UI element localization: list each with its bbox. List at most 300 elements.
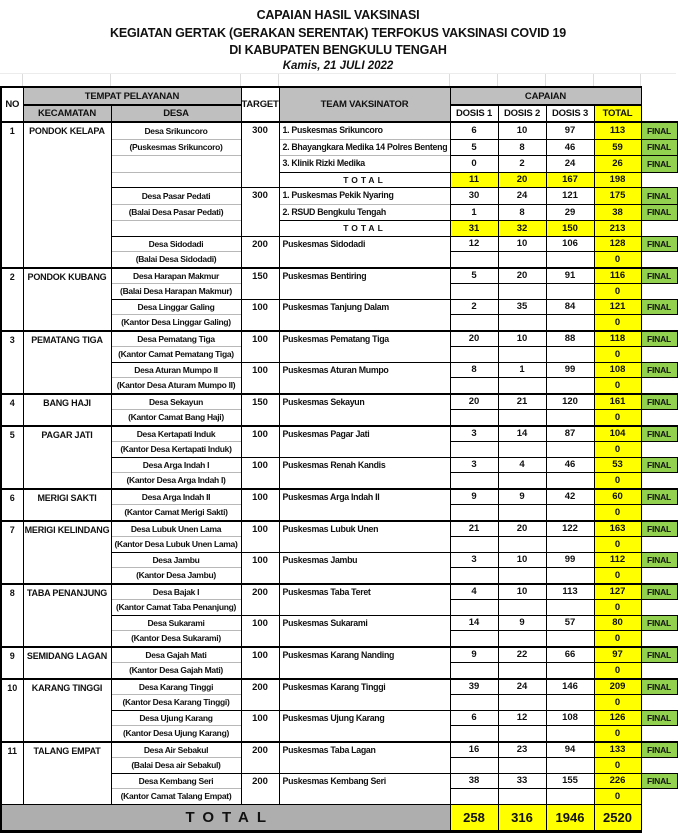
- dosis1-cell: 11: [450, 172, 498, 188]
- target-cell: 200: [241, 584, 279, 616]
- dosis2-cell: 10: [498, 331, 546, 347]
- dosis3-cell: [546, 410, 594, 426]
- dosis2-cell: [498, 600, 546, 616]
- desa-name-cell: Desa Sukarami: [111, 615, 241, 631]
- dosis3-cell: [546, 284, 594, 300]
- team-name-cell: Puskesmas Jambu: [279, 552, 450, 584]
- grand-total-dosis3: 1946: [546, 804, 594, 831]
- row-total-cell: 112: [594, 552, 641, 568]
- kecamatan-cell: MERIGI SAKTI: [23, 489, 111, 521]
- team-name-cell: Puskesmas Tanjung Dalam: [279, 299, 450, 331]
- dosis3-cell: [546, 600, 594, 616]
- desa-location-cell: (Kantor Camat Taba Penanjung): [111, 600, 241, 616]
- header-tempat-pelayanan: TEMPAT PELAYANAN: [23, 87, 241, 105]
- kecamatan-cell: PEMATANG TIGA: [23, 331, 111, 394]
- desa-name-cell: Desa Arga Indah I: [111, 457, 241, 473]
- team-name-cell: Puskesmas Ujung Karang: [279, 710, 450, 742]
- final-badge: FINAL: [641, 122, 677, 139]
- desa-location-cell: (Balai Desa Harapan Makmur): [111, 284, 241, 300]
- dosis1-cell: 4: [450, 584, 498, 600]
- desa-name-cell: Desa Ujung Karang: [111, 710, 241, 726]
- row-total-cell: 0: [594, 631, 641, 647]
- final-empty-cell: [641, 663, 677, 679]
- dosis1-cell: 3: [450, 457, 498, 473]
- dosis2-cell: 10: [498, 236, 546, 252]
- dosis1-cell: [450, 505, 498, 521]
- dosis3-cell: [546, 252, 594, 268]
- grand-total-label: TOTAL: [1, 804, 450, 831]
- target-cell: 200: [241, 236, 279, 268]
- row-total-cell: 104: [594, 426, 641, 442]
- dosis3-cell: [546, 695, 594, 711]
- dosis3-cell: 57: [546, 615, 594, 631]
- dosis3-cell: [546, 378, 594, 394]
- dosis2-cell: 20: [498, 521, 546, 537]
- desa-name-cell: Desa Kembang Seri: [111, 773, 241, 789]
- desa-name-cell: Desa Harapan Makmur: [111, 268, 241, 284]
- subtotal-label-cell: TOTAL: [279, 172, 450, 188]
- final-empty-cell: [641, 600, 677, 616]
- row-total-cell: 0: [594, 284, 641, 300]
- row-total-cell: 0: [594, 695, 641, 711]
- final-empty-cell: [641, 378, 677, 394]
- final-empty-cell: [641, 631, 677, 647]
- dosis2-cell: 23: [498, 742, 546, 758]
- row-total-cell: 209: [594, 679, 641, 695]
- desa-name-cell: Desa Pematang Tiga: [111, 331, 241, 347]
- table-header: [1, 87, 677, 122]
- final-empty-cell: [641, 410, 677, 426]
- dosis1-cell: [450, 758, 498, 774]
- row-total-cell: 0: [594, 600, 641, 616]
- target-cell: 100: [241, 521, 279, 553]
- dosis1-cell: 30: [450, 188, 498, 205]
- header-target: TARGET: [241, 87, 279, 122]
- dosis3-cell: 108: [546, 710, 594, 726]
- final-badge: FINAL: [641, 647, 677, 663]
- row-total-cell: 121: [594, 299, 641, 315]
- desa-name-cell: Desa Air Sebakul: [111, 742, 241, 758]
- final-empty-cell: [641, 315, 677, 331]
- final-badge: FINAL: [641, 362, 677, 378]
- row-number-cell: 9: [1, 647, 23, 679]
- row-total-cell: 108: [594, 362, 641, 378]
- target-cell: 100: [241, 426, 279, 458]
- dosis1-cell: 0: [450, 156, 498, 173]
- dosis1-cell: [450, 568, 498, 584]
- target-cell: 100: [241, 362, 279, 394]
- dosis2-cell: 20: [498, 268, 546, 284]
- final-badge: FINAL: [641, 679, 677, 695]
- final-badge: FINAL: [641, 268, 677, 284]
- team-name-cell: Puskesmas Arga Indah II: [279, 489, 450, 521]
- target-cell: 100: [241, 647, 279, 679]
- dosis3-cell: 94: [546, 742, 594, 758]
- dosis2-cell: [498, 315, 546, 331]
- grand-total-overall: 2520: [594, 804, 641, 831]
- dosis3-cell: 87: [546, 426, 594, 442]
- target-cell: 100: [241, 552, 279, 584]
- dosis1-cell: 39: [450, 679, 498, 695]
- dosis2-cell: 10: [498, 552, 546, 568]
- report-title: CAPAIAN HASIL VAKSINASI: [256, 8, 420, 22]
- row-total-cell: 0: [594, 378, 641, 394]
- grand-total-dosis1: 258: [450, 804, 498, 831]
- target-cell: 100: [241, 489, 279, 521]
- row-number-cell: 7: [1, 521, 23, 584]
- dosis1-cell: [450, 252, 498, 268]
- row-total-cell: 198: [594, 172, 641, 188]
- desa-name-cell: Desa Karang Tinggi: [111, 679, 241, 695]
- kecamatan-cell: SEMIDANG LAGAN: [23, 647, 111, 679]
- grand-total-final-spacer: [641, 804, 677, 831]
- dosis3-cell: 121: [546, 188, 594, 205]
- dosis3-cell: 122: [546, 521, 594, 537]
- team-name-cell: Puskesmas Taba Teret: [279, 584, 450, 616]
- row-total-cell: 59: [594, 139, 641, 156]
- final-badge: FINAL: [641, 394, 677, 410]
- target-cell: 100: [241, 457, 279, 489]
- desa-location-cell: (Kantor Camat Pematang Tiga): [111, 347, 241, 363]
- desa-name-cell: Desa Arga Indah II: [111, 489, 241, 505]
- dosis2-cell: [498, 789, 546, 805]
- dosis1-cell: 6: [450, 122, 498, 139]
- final-badge: FINAL: [641, 742, 677, 758]
- table-row: [1, 426, 677, 442]
- header-team-vaksinator: TEAM VAKSINATOR: [279, 87, 450, 122]
- dosis2-cell: 24: [498, 188, 546, 205]
- team-name-cell: 3. Klinik Rizki Medika: [279, 156, 450, 173]
- dosis3-cell: 155: [546, 773, 594, 789]
- final-empty-cell: [641, 221, 677, 237]
- row-total-cell: 163: [594, 521, 641, 537]
- final-badge: FINAL: [641, 521, 677, 537]
- dosis1-cell: [450, 473, 498, 489]
- dosis2-cell: 24: [498, 679, 546, 695]
- row-total-cell: 0: [594, 568, 641, 584]
- dosis2-cell: 33: [498, 773, 546, 789]
- row-total-cell: 133: [594, 742, 641, 758]
- dosis1-cell: 6: [450, 710, 498, 726]
- row-total-cell: 0: [594, 537, 641, 553]
- dosis2-cell: [498, 378, 546, 394]
- row-number-cell: 3: [1, 331, 23, 394]
- row-total-cell: 26: [594, 156, 641, 173]
- desa-name-cell: Desa Linggar Galing: [111, 299, 241, 315]
- desa-location-cell: (Balai Desa Pasar Pedati): [111, 204, 241, 221]
- report-header: [0, 0, 676, 74]
- desa-location-cell: (Kantor Desa Ujung Karang): [111, 726, 241, 742]
- target-cell: 150: [241, 268, 279, 300]
- grand-total-dosis2: 316: [498, 804, 546, 831]
- desa-name-cell: Desa Gajah Mati: [111, 647, 241, 663]
- dosis3-cell: 88: [546, 331, 594, 347]
- desa-location-cell: (Kantor Desa Gajah Mati): [111, 663, 241, 679]
- dosis2-cell: 10: [498, 122, 546, 139]
- final-empty-cell: [641, 252, 677, 268]
- team-name-cell: Puskesmas Bentiring: [279, 268, 450, 300]
- desa-location-cell: (Kantor Camat Talang Empat): [111, 789, 241, 805]
- row-total-cell: 53: [594, 457, 641, 473]
- dosis1-cell: 16: [450, 742, 498, 758]
- final-badge: FINAL: [641, 552, 677, 568]
- target-cell: 100: [241, 710, 279, 742]
- final-empty-cell: [641, 442, 677, 458]
- final-empty-cell: [641, 726, 677, 742]
- row-total-cell: 80: [594, 615, 641, 631]
- target-cell: 150: [241, 394, 279, 426]
- dosis1-cell: [450, 631, 498, 647]
- desa-location-cell: (Kantor Desa Aturam Mumpo II): [111, 378, 241, 394]
- row-total-cell: 0: [594, 473, 641, 489]
- target-cell: 200: [241, 773, 279, 804]
- dosis2-cell: 9: [498, 489, 546, 505]
- team-name-cell: Puskesmas Sekayun: [279, 394, 450, 426]
- dosis1-cell: [450, 442, 498, 458]
- row-total-cell: 128: [594, 236, 641, 252]
- final-badge: FINAL: [641, 188, 677, 205]
- desa-name-cell: Desa Kertapati Induk: [111, 426, 241, 442]
- dosis1-cell: 12: [450, 236, 498, 252]
- dosis1-cell: 5: [450, 139, 498, 156]
- dosis3-cell: 150: [546, 221, 594, 237]
- row-total-cell: 0: [594, 410, 641, 426]
- kecamatan-cell: PONDOK KUBANG: [23, 268, 111, 331]
- dosis1-cell: [450, 726, 498, 742]
- final-empty-cell: [641, 789, 677, 805]
- dosis3-cell: 46: [546, 139, 594, 156]
- desa-location-cell: (Kantor Desa Kertapati Induk): [111, 442, 241, 458]
- row-total-cell: 175: [594, 188, 641, 205]
- row-number-cell: 4: [1, 394, 23, 426]
- team-name-cell: Puskesmas Sidodadi: [279, 236, 450, 268]
- dosis1-cell: [450, 789, 498, 805]
- dosis2-cell: 21: [498, 394, 546, 410]
- desa-location-cell: (Puskesmas Srikuncoro): [111, 139, 241, 156]
- kecamatan-cell: PAGAR JATI: [23, 426, 111, 489]
- dosis1-cell: 9: [450, 647, 498, 663]
- dosis2-cell: [498, 568, 546, 584]
- dosis3-cell: [546, 442, 594, 458]
- report-region: DI KABUPATEN BENGKULU TENGAH: [229, 43, 447, 57]
- dosis1-cell: [450, 600, 498, 616]
- target-cell: 100: [241, 615, 279, 647]
- table-row: [1, 268, 677, 284]
- dosis3-cell: 46: [546, 457, 594, 473]
- table-body: [1, 122, 677, 804]
- team-name-cell: Puskesmas Sukarami: [279, 615, 450, 647]
- vaccination-results-table: [0, 86, 678, 833]
- dosis2-cell: 20: [498, 172, 546, 188]
- dosis1-cell: 3: [450, 426, 498, 442]
- team-name-cell: Puskesmas Kembang Seri: [279, 773, 450, 804]
- dosis3-cell: [546, 758, 594, 774]
- desa-name-cell: Desa Jambu: [111, 552, 241, 568]
- desa-location-cell: (Kantor Camat Merigi Sakti): [111, 505, 241, 521]
- final-badge: FINAL: [641, 710, 677, 726]
- desa-name-cell: Desa Bajak I: [111, 584, 241, 600]
- dosis2-cell: 10: [498, 584, 546, 600]
- dosis1-cell: 8: [450, 362, 498, 378]
- row-total-cell: 0: [594, 758, 641, 774]
- row-total-cell: 116: [594, 268, 641, 284]
- dosis2-cell: [498, 347, 546, 363]
- row-total-cell: 0: [594, 347, 641, 363]
- dosis1-cell: [450, 315, 498, 331]
- table-row: [1, 122, 677, 139]
- dosis2-cell: [498, 663, 546, 679]
- row-number-cell: 1: [1, 122, 23, 268]
- row-total-cell: 226: [594, 773, 641, 789]
- dosis3-cell: 113: [546, 584, 594, 600]
- dosis3-cell: [546, 347, 594, 363]
- final-badge: FINAL: [641, 156, 677, 173]
- table-row: [1, 647, 677, 663]
- team-name-cell: 1. Puskesmas Pekik Nyaring: [279, 188, 450, 205]
- header-dosis-2: DOSIS 2: [498, 105, 546, 122]
- subtotal-label-cell: TOTAL: [279, 221, 450, 237]
- row-number-cell: 2: [1, 268, 23, 331]
- header-capaian: CAPAIAN: [450, 87, 641, 105]
- row-total-cell: 0: [594, 315, 641, 331]
- team-name-cell: 1. Puskesmas Srikuncoro: [279, 122, 450, 139]
- dosis1-cell: 5: [450, 268, 498, 284]
- header-desa: DESA: [111, 105, 241, 122]
- final-badge: FINAL: [641, 489, 677, 505]
- dosis3-cell: 146: [546, 679, 594, 695]
- dosis1-cell: [450, 284, 498, 300]
- row-total-cell: 0: [594, 442, 641, 458]
- team-name-cell: Puskesmas Taba Lagan: [279, 742, 450, 774]
- dosis2-cell: 8: [498, 139, 546, 156]
- row-total-cell: 127: [594, 584, 641, 600]
- final-badge: FINAL: [641, 584, 677, 600]
- dosis2-cell: [498, 252, 546, 268]
- desa-name-cell: Desa Aturan Mumpo II: [111, 362, 241, 378]
- row-total-cell: 97: [594, 647, 641, 663]
- dosis3-cell: [546, 789, 594, 805]
- dosis1-cell: [450, 410, 498, 426]
- target-cell: 200: [241, 679, 279, 711]
- desa-name-cell: Desa Sidodadi: [111, 236, 241, 252]
- dosis3-cell: 99: [546, 552, 594, 568]
- dosis2-cell: 4: [498, 457, 546, 473]
- desa-location-cell: (Kantor Desa Arga Indah I): [111, 473, 241, 489]
- final-badge: FINAL: [641, 426, 677, 442]
- dosis1-cell: 38: [450, 773, 498, 789]
- row-total-cell: 0: [594, 789, 641, 805]
- dosis1-cell: [450, 663, 498, 679]
- final-badge: FINAL: [641, 236, 677, 252]
- table-row: [1, 679, 677, 695]
- dosis2-cell: [498, 410, 546, 426]
- dosis3-cell: [546, 537, 594, 553]
- dosis2-cell: [498, 442, 546, 458]
- target-cell: 300: [241, 122, 279, 188]
- header-dosis-1: DOSIS 1: [450, 105, 498, 122]
- header-dosis-3: DOSIS 3: [546, 105, 594, 122]
- desa-name-cell: Desa Lubuk Unen Lama: [111, 521, 241, 537]
- table-row: [1, 394, 677, 410]
- final-empty-cell: [641, 284, 677, 300]
- dosis3-cell: 29: [546, 204, 594, 221]
- desa-location-cell: (Kantor Desa Lubuk Unen Lama): [111, 537, 241, 553]
- final-badge: FINAL: [641, 299, 677, 315]
- team-name-cell: Puskesmas Karang Tinggi: [279, 679, 450, 711]
- dosis2-cell: 14: [498, 426, 546, 442]
- dosis1-cell: [450, 347, 498, 363]
- dosis3-cell: [546, 568, 594, 584]
- dosis3-cell: [546, 663, 594, 679]
- dosis3-cell: 99: [546, 362, 594, 378]
- header-final-spacer: [641, 87, 677, 122]
- desa-empty-cell: [111, 156, 241, 173]
- dosis3-cell: 106: [546, 236, 594, 252]
- target-cell: 200: [241, 742, 279, 774]
- row-total-cell: 60: [594, 489, 641, 505]
- desa-location-cell: (Kantor Camat Bang Haji): [111, 410, 241, 426]
- dosis3-cell: 91: [546, 268, 594, 284]
- row-total-cell: 213: [594, 221, 641, 237]
- spreadsheet-gridline-strip: [0, 74, 676, 86]
- dosis2-cell: [498, 695, 546, 711]
- desa-empty-cell: [111, 172, 241, 188]
- dosis2-cell: [498, 284, 546, 300]
- header-no: NO: [1, 87, 23, 122]
- team-name-cell: Puskesmas Lubuk Unen: [279, 521, 450, 553]
- final-badge: FINAL: [641, 331, 677, 347]
- table-row: [1, 742, 677, 758]
- dosis2-cell: [498, 537, 546, 553]
- dosis1-cell: 1: [450, 204, 498, 221]
- dosis3-cell: [546, 315, 594, 331]
- row-number-cell: 6: [1, 489, 23, 521]
- dosis1-cell: 9: [450, 489, 498, 505]
- row-number-cell: 5: [1, 426, 23, 489]
- final-badge: FINAL: [641, 139, 677, 156]
- team-name-cell: Puskesmas Pagar Jati: [279, 426, 450, 458]
- dosis3-cell: [546, 726, 594, 742]
- row-total-cell: 0: [594, 505, 641, 521]
- dosis2-cell: [498, 473, 546, 489]
- final-empty-cell: [641, 473, 677, 489]
- final-badge: FINAL: [641, 457, 677, 473]
- row-total-cell: 0: [594, 726, 641, 742]
- final-badge: FINAL: [641, 773, 677, 789]
- team-name-cell: Puskesmas Aturan Mumpo: [279, 362, 450, 394]
- dosis2-cell: 35: [498, 299, 546, 315]
- desa-location-cell: (Kantor Desa Karang Tinggi): [111, 695, 241, 711]
- kecamatan-cell: TALANG EMPAT: [23, 742, 111, 805]
- row-total-cell: 161: [594, 394, 641, 410]
- dosis1-cell: 2: [450, 299, 498, 315]
- kecamatan-cell: MERIGI KELINDANG: [23, 521, 111, 584]
- dosis1-cell: 14: [450, 615, 498, 631]
- final-empty-cell: [641, 695, 677, 711]
- desa-location-cell: (Balai Desa Sidodadi): [111, 252, 241, 268]
- dosis2-cell: 1: [498, 362, 546, 378]
- dosis1-cell: [450, 378, 498, 394]
- row-number-cell: 8: [1, 584, 23, 647]
- dosis2-cell: 8: [498, 204, 546, 221]
- final-empty-cell: [641, 568, 677, 584]
- dosis2-cell: [498, 726, 546, 742]
- desa-empty-cell: [111, 221, 241, 237]
- table-row: [1, 584, 677, 600]
- team-name-cell: Puskesmas Pematang Tiga: [279, 331, 450, 363]
- dosis2-cell: 2: [498, 156, 546, 173]
- dosis2-cell: 9: [498, 615, 546, 631]
